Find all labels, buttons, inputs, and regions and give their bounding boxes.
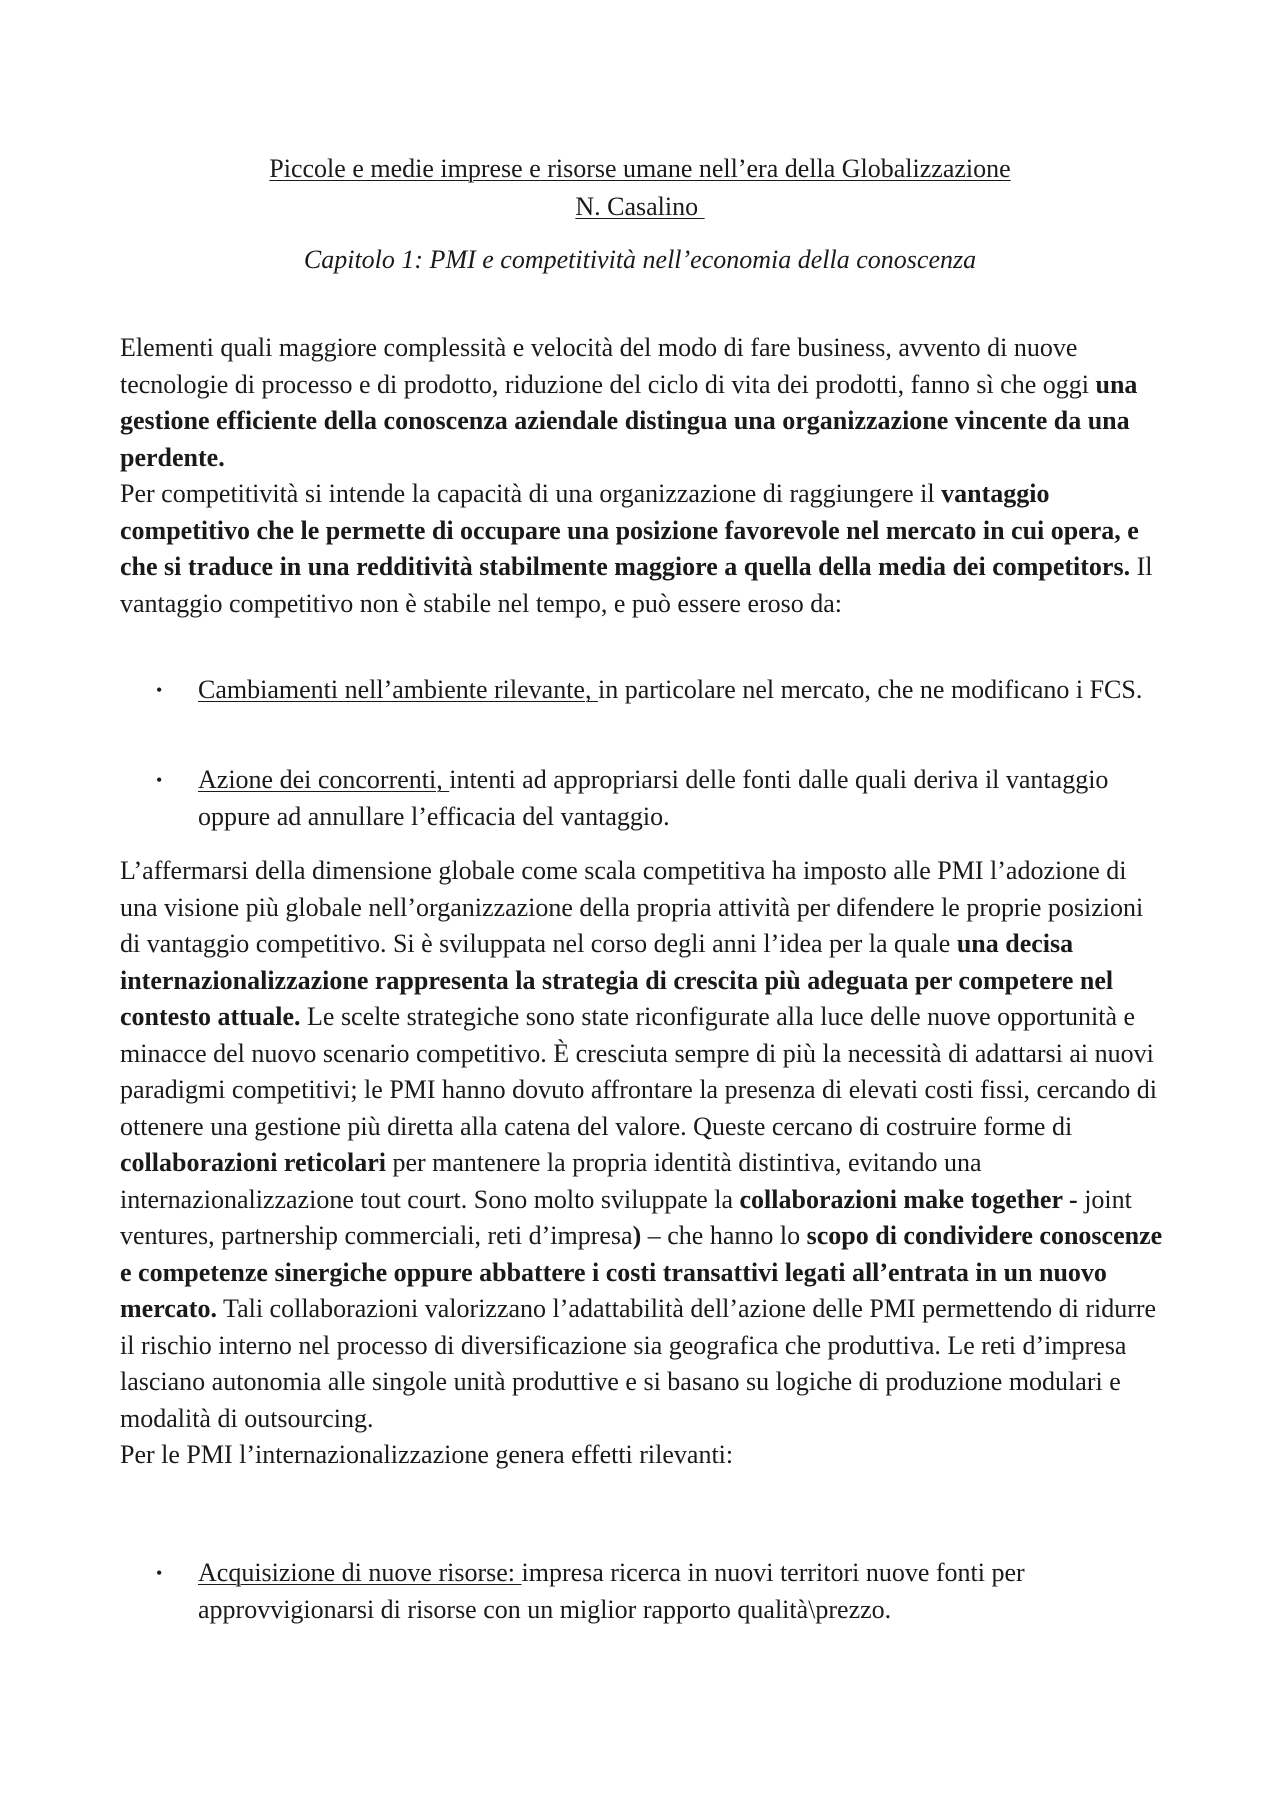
document-author [0,190,1280,224]
paragraph-competitivita-text-2: Il vantaggio competitivo non è stabile nel tempo, e può essere eroso da: [120,552,1153,618]
paragraph-text: per mantenere la propria identità distintiva, evitando una internazionalizzazione tout court. Sono molto sviluppate la [120,1148,982,1214]
bullet-icon: • [156,770,163,790]
bullet-list-effetti [120,1555,1165,1628]
paragraph-effetti-text: Per le PMI l’internazionalizzazione genera effetti rilevanti: [120,1440,734,1469]
list-item-text: in particolare nel mercato, che ne modificano i FCS. [597,675,1143,704]
paragraph-competitivita-text-1: Per competitività si intende la capacità di una organizzazione di raggiungere il [120,479,942,508]
paragraph-competitivita [120,476,1165,622]
list-item [120,1555,1165,1628]
paragraph-globalizzazione [120,853,1165,1437]
paragraph-bold: scopo di condividere conoscenze e competenze sinergiche oppure abbattere i costi transattivi legati all’entrata in un nuovo mercato. [120,1221,1163,1323]
list-item [120,672,1165,709]
list-item-text: impresa ricerca in nuovi territori nuove fonti per approvvigionarsi di risorse con un miglior rapporto qualità\prezzo. [198,1558,1025,1624]
body-section-1 [120,330,1165,622]
list-item [120,762,1165,835]
list-item-underlined: Azione dei concorrenti, [198,765,450,794]
bullet-icon: • [156,1563,163,1583]
bullet-list-erosione-2 [120,762,1165,835]
list-item-underlined: Acquisizione di nuove risorse: [198,1558,522,1587]
bullet-list-erosione [120,672,1165,709]
paragraph-text: joint ventures, partnership commerciali, reti d’impresa [120,1184,1132,1250]
paragraph-bold: collaborazioni reticolari [120,1148,386,1177]
body-section-2 [120,853,1165,1474]
paragraph-competitivita-bold: vantaggio competitivo che le permette di occupare una posizione favorevole nel mercato in cui opera, e che si traduce in una redditività stabilmente maggiore a quella della media dei competitors. [120,479,1139,581]
paragraph-effetti [120,1437,1165,1474]
document-title [0,152,1280,186]
paragraph-text: Tali collaborazioni valorizzano l’adattabilità dell’azione delle PMI permettendo di ridurre il rischio interno nel processo di diversificazione sia geografica che produttiva. Le reti d’impresa lasciano autonomia alle singole unità produttive e si basano su logiche di produzione modulari e modalità di outsourcing. [120,1294,1157,1433]
list-item-underlined: Cambiamenti nell’ambiente rilevante, [198,675,598,704]
list-item-text: intenti ad appropriarsi delle fonti dalle quali deriva il vantaggio oppure ad annullare l’efficacia del vantaggio. [198,765,1109,831]
paragraph-text: – che hanno lo [641,1221,807,1250]
chapter-heading: Capitolo 1: PMI e competitività nell’economia della conoscenza [303,245,977,274]
paragraph-intro-text: Elementi quali maggiore complessità e velocità del modo di fare business, avvento di nuove tecnologie di processo e di prodotto, riduzione del ciclo di vita dei prodotti, fanno sì che oggi [120,333,1096,399]
document-title-text: Piccole e medie imprese e risorse umane nell’era della Globalizzazione [269,154,1011,183]
bullet-icon: • [156,680,163,700]
paragraph-bold: collaborazioni make together - [739,1184,1078,1214]
paragraph-text: L’affermarsi della dimensione globale come scala competitiva ha imposto alle PMI l’adozione di una visione più globale nell’organizzazione della propria attività per difendere le proprie posizioni di vantaggio competitivo. Si è sviluppata nel corso degli anni l’idea per la quale [120,856,1144,958]
paragraph-intro [120,330,1165,476]
document-author-text: N. Casalino [575,192,699,221]
paragraph-text: Le scelte strategiche sono state riconfigurate alla luce delle nuove opportunità e minacce del nuovo scenario competitivo. È cresciuta sempre di più la necessità di adattarsi ai nuovi paradigmi competitivi; le PMI hanno dovuto affrontare la presenza di elevati costi fissi, cercando di ottenere una gestione più diretta alla catena del valore. Queste cercano di costruire forme di [120,1002,1158,1141]
paragraph-bold: ) [632,1221,642,1250]
paragraph-intro-bold: una gestione efficiente della conoscenza aziendale distingua una organizzazione vincente da una perdente. [120,369,1138,472]
paragraph-bold: una decisa internazionalizzazione rappresenta la strategia di crescita più adeguata per competere nel contesto attuale. [120,929,1114,1031]
